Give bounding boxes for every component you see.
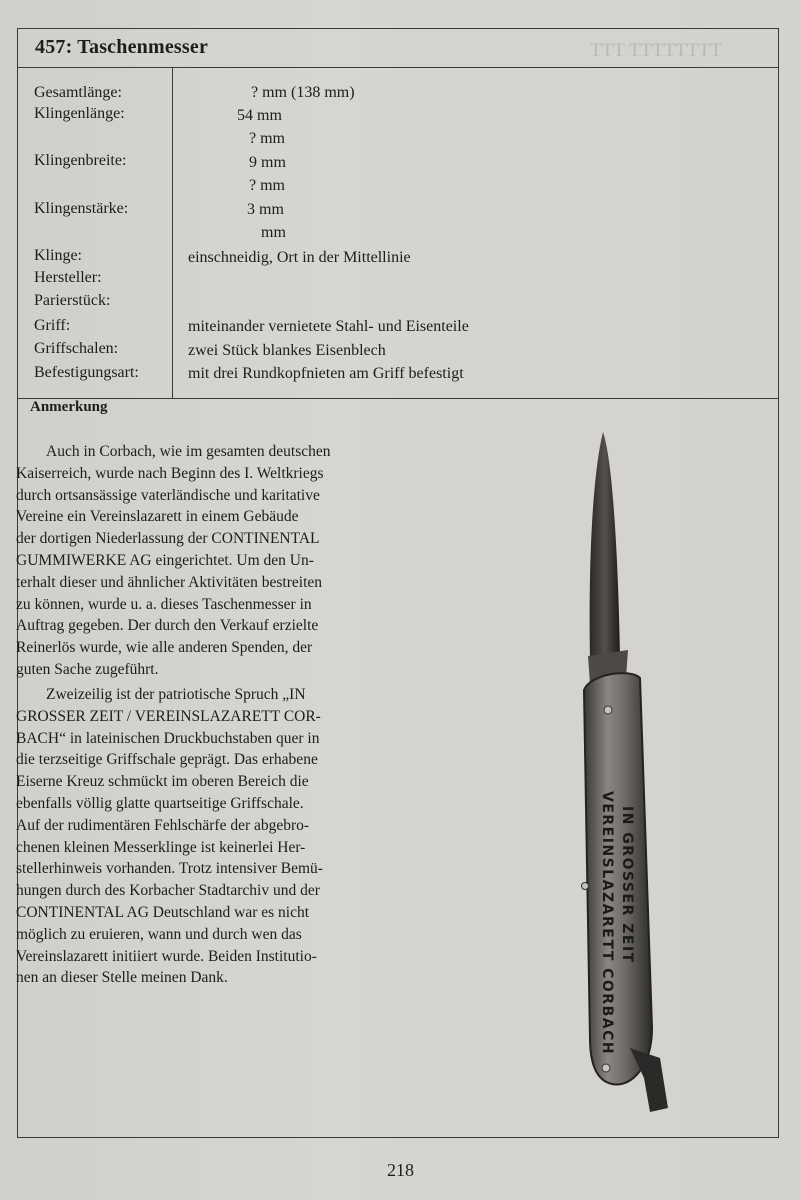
text-line: chenen kleinen Messerklinge ist keinerlei Her- — [16, 838, 306, 856]
spec-label-parierstueck: Parierstück: — [34, 292, 111, 309]
spec-value-befestigungsart: mit drei Rundkopfnieten am Griff befestigt — [188, 365, 464, 382]
spec-label-hersteller: Hersteller: — [34, 269, 102, 286]
text-line: Vereine ein Vereinslazarett in einem Gebäude — [16, 508, 299, 526]
text-line: BACH“ in lateinischen Druckbuchstaben quer in — [16, 729, 320, 747]
knife-tang — [630, 1048, 668, 1112]
spec-label-klingenstaerke: Klingenstärke: — [34, 200, 129, 217]
bleed-through-text: TTT TTTTTTTT — [590, 40, 722, 61]
text-line: durch ortsansässige vaterländische und karitative — [16, 486, 320, 504]
text-line: möglich zu eruieren, wann und durch wen das — [16, 925, 302, 943]
text-line: Vereinslazarett initiiert wurde. Beiden Institutio- — [16, 947, 317, 965]
spec-value-klingenbreite: 9 mm — [249, 154, 286, 171]
spec-label-gesamtlaenge: Gesamtlänge: — [34, 84, 122, 101]
spec-value-klingenbreite-extra: ? mm — [249, 177, 285, 194]
spec-label-griff: Griff: — [34, 317, 71, 334]
rivet-2 — [582, 883, 589, 890]
text-line: stellerhinweis vorhanden. Trotz intensiver Bemü- — [16, 860, 323, 878]
spec-value-griff: miteinander vernietete Stahl- und Eisenteile — [188, 318, 469, 335]
inscription-line-2: VEREINSLAZARETT CORBACH — [599, 791, 615, 1056]
inscription-line-1: IN GROSSER ZEIT — [619, 806, 635, 964]
knife-blade — [590, 432, 620, 660]
text-line: Auch in Corbach, wie im gesamten deutschen — [46, 443, 331, 460]
spec-value-klinge: einschneidig, Ort in der Mittellinie — [188, 249, 411, 266]
spec-value-klingenlaenge-extra: ? mm — [249, 130, 285, 147]
knife-handle — [584, 673, 652, 1084]
spec-label-klinge: Klinge: — [34, 247, 82, 264]
text-line: terhalt dieser und ähnlicher Aktivitäten bestreiten — [16, 573, 323, 591]
rivet-1 — [604, 706, 612, 714]
text-line: ebenfalls völlig glatte quartseitige Griffschale. — [16, 794, 304, 812]
spec-label-klingenlaenge: Klingenlänge: — [34, 105, 125, 122]
spec-label-griffschalen: Griffschalen: — [34, 340, 119, 357]
spec-table — [18, 67, 778, 399]
pocket-knife-photo — [560, 428, 700, 1118]
note-heading: Anmerkung — [30, 399, 108, 415]
text-line: Zweizeilig ist der patriotische Spruch „IN — [46, 686, 306, 703]
spec-divider — [172, 67, 173, 398]
text-line: zu können, wurde u. a. dieses Taschenmesser in — [16, 595, 312, 613]
text-line: GROSSER ZEIT / VEREINSLAZARETT COR- — [16, 707, 321, 725]
spec-value-griffschalen: zwei Stück blankes Eisenblech — [188, 342, 386, 359]
spec-label-klingenbreite: Klingenbreite: — [34, 152, 127, 169]
note-paragraph-2 — [16, 684, 388, 989]
text-line: Kaiserreich, wurde nach Beginn des I. Weltkriegs — [16, 464, 324, 482]
text-line: der dortigen Niederlassung der CONTINENTAL — [16, 530, 320, 548]
text-line: Reinerlös wurde, wie alle anderen Spenden, der — [16, 639, 313, 657]
text-line: die terzseitige Griffschale geprägt. Das erhabene — [16, 751, 318, 769]
text-line: Auf der rudimentären Fehlschärfe der abgebro- — [16, 816, 310, 834]
note-paragraph-1 — [16, 441, 388, 681]
page-number: 218 — [387, 1160, 414, 1180]
text-line: Eiserne Kreuz schmückt im oberen Bereich die — [16, 773, 309, 791]
spec-value-klingenstaerke-extra: mm — [261, 224, 286, 241]
text-line: guten Sache zugeführt. — [16, 660, 159, 678]
spec-value-klingenlaenge: 54 mm — [237, 107, 282, 124]
entry-title: 457: Taschenmesser — [35, 36, 209, 58]
spec-label-befestigungsart: Befestigungsart: — [34, 364, 139, 381]
text-line: CONTINENTAL AG Deutschland war es nicht — [16, 903, 310, 921]
text-line: hungen durch des Korbacher Stadtarchiv und der — [16, 882, 320, 900]
spec-value-klingenstaerke: 3 mm — [247, 201, 284, 218]
rivet-3 — [602, 1064, 610, 1072]
text-line: Auftrag gegeben. Der durch den Verkauf erzielte — [16, 617, 319, 635]
text-line: nen an dieser Stelle meinen Dank. — [16, 969, 228, 987]
text-line: GUMMIWERKE AG eingerichtet. Um den Un- — [16, 551, 314, 569]
title-row — [18, 29, 778, 68]
spec-value-gesamtlaenge: ? mm (138 mm) — [251, 84, 355, 101]
